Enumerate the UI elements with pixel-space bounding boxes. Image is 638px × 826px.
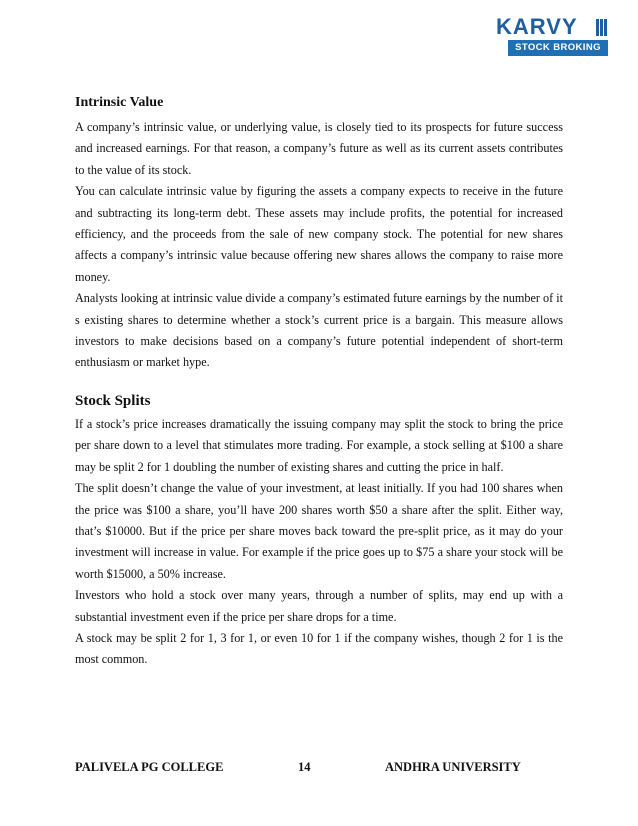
- logo-tagline: STOCK BROKING: [508, 40, 608, 56]
- paragraph: Analysts looking at intrinsic value divide a company’s estimated future earnings by the number of it s existing shares to determine whether a stock’s current price is a bargain. This measure allows investors to make decisions based on a company’s future potential independent of short-term enthusiasm or market hype.: [75, 291, 563, 370]
- logo-bars-icon: [596, 19, 608, 36]
- paragraph: You can calculate intrinsic value by figuring the assets a company expects to receive in the future and subtracting its long-term debt. These assets may include profits, the potential for increased efficiency, and the proceeds from the sale of new company stock. The potential for new shares affects a company’s intrinsic value because offering new shares allows the company to raise more money.: [75, 184, 563, 284]
- footer-college: PALIVELA PG COLLEGE: [75, 760, 224, 774]
- paragraph: If a stock’s price increases dramatically the issuing company may split the stock to bring the price per share down to a level that stimulates more trading. For example, a stock selling at $100 a share may be split 2 for 1 doubling the number of existing shares and cutting the price in half.: [75, 416, 563, 474]
- logo-brand-text: KARVY: [496, 14, 578, 39]
- paragraph: Investors who hold a stock over many years, through a number of splits, may end up with a substantial investment even if the price per share drops for a time.: [75, 588, 563, 624]
- section-intrinsic-value: [75, 94, 563, 374]
- paragraph: A company’s intrinsic value, or underlying value, is closely tied to its prospects for future success and increased earnings. For that reason, a company’s future as well as its current assets contributes to the value of its stock.: [75, 120, 563, 177]
- section-heading: Intrinsic Value: [75, 95, 164, 110]
- karvy-logo: [496, 14, 610, 58]
- page-footer: [75, 760, 563, 776]
- paragraph: A stock may be split 2 for 1, 3 for 1, or even 10 for 1 if the company wishes, though 2 for 1 is the most common.: [75, 630, 563, 667]
- footer-page-number: 14: [298, 760, 311, 774]
- paragraph: The split doesn’t change the value of your investment, at least initially. If you had 100 shares when the price was $100 a share, you’ll have 200 shares worth $50 a share after the split. Either way, that’s $10000. But if the price per share moves back toward the pre-split price, as it may do your investment will increase in value. For example if the price goes up to $75 a share your stock will be worth $15000, a 50% increase.: [75, 481, 563, 581]
- section-heading: Stock Splits: [75, 392, 151, 409]
- section-stock-splits: [75, 392, 563, 671]
- page-body: [75, 94, 563, 671]
- footer-university: ANDHRA UNIVERSITY: [385, 760, 521, 774]
